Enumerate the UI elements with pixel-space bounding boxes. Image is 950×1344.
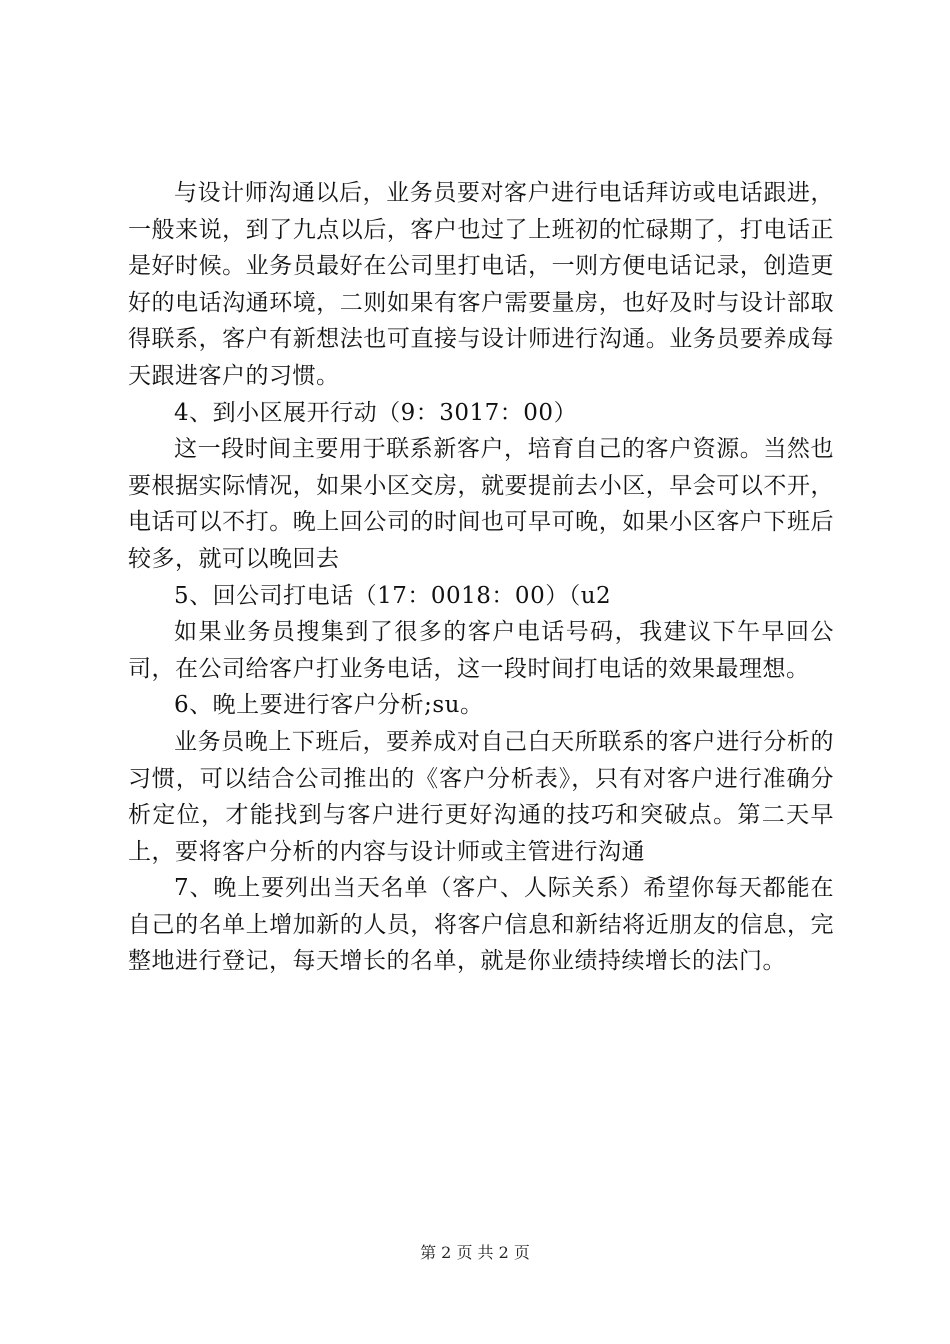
heading-community-action: 4、到小区展开行动（9：3017：00） bbox=[174, 399, 578, 426]
paragraph-designer-communication: 与设计师沟通以后，业务员要对客户进行电话拜访或电话跟进，一般来说，到了九点以后，客户也过了上班初的忙碌期了，打电话正是好时候。业务员最好在公司里打电话，一则方便电话记录，创造更好的电话沟通环境，二则如果有客户需要量房，也好及时与设计部取得联系，客户有新想法也可直接与设计师进行沟通。业务员要养成每天跟进客户的习惯。 bbox=[128, 180, 834, 389]
document-body bbox=[128, 175, 834, 980]
heading-return-office-calls: 5、回公司打电话（17：0018：00）（u2 bbox=[174, 582, 612, 609]
paragraph-afternoon-calls: 如果业务员搜集到了很多的客户电话号码，我建议下午早回公司，在公司给客户打业务电话，这一段时间打电话的效果最理想。 bbox=[128, 619, 834, 682]
paragraph-new-customers: 这一段时间主要用于联系新客户，培育自己的客户资源。当然也要根据实际情况，如果小区交房，就要提前去小区，早会可以不开，电话可以不打。晚上回公司的时间也可早可晚，如果小区客户下班后较多，就可以晚回去 bbox=[128, 436, 834, 572]
heading-evening-analysis: 6、晚上要进行客户分析;su。 bbox=[174, 692, 484, 719]
paragraph-customer-analysis: 业务员晚上下班后，要养成对自己白天所联系的客户进行分析的习惯，可以结合公司推出的《客户分析表》，只有对客户进行准确分析定位，才能找到与客户进行更好沟通的技巧和突破点。第二天早上，要将客户分析的内容与设计师或主管进行沟通 bbox=[128, 728, 834, 865]
paragraph-daily-name-list: 7、晚上要列出当天名单（客户、人际关系）希望你每天都能在自己的名单上增加新的人员，将客户信息和新结将近朋友的信息，完整地进行登记，每天增长的名单，就是你业绩持续增长的法门。 bbox=[128, 875, 834, 975]
page-footer: 第 2 页 共 2 页 bbox=[420, 1243, 530, 1262]
